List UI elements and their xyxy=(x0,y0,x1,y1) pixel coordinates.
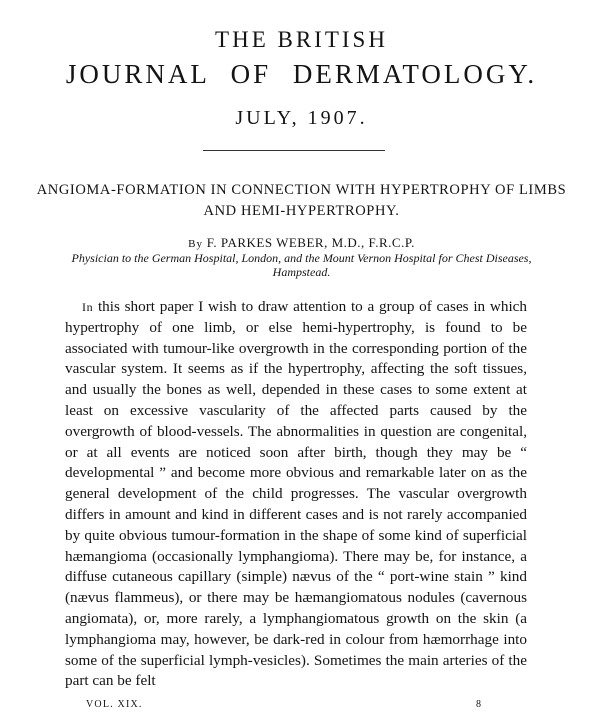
author-affiliation: Physician to the German Hospital, London, and the Mount Vernon Hospital for Chest Diseases, Hampstead. xyxy=(71,251,532,279)
body-paragraph xyxy=(65,297,527,692)
signature-mark: 8 xyxy=(476,699,481,710)
header-divider xyxy=(203,150,385,151)
journal-title-line2: JOURNAL OF DERMATOLOGY. xyxy=(65,59,538,89)
body-paragraph-text: this short paper I wish to draw attention to a group of cases in which hypertrophy of one limb, or else hemi-hypertrophy, is found to be associated with tumour-like overgrowth in the corresponding portion of the vascular system. It seems as if the hypertrophy, affecting the soft tissues, and usually the bones as well, depended in these cases to some extent at least on excessive vascularity of the affected parts caused by the overgrowth of blood-vessels. The abnormalities in question are congenital, or at all events are noticed soon after birth, though they may be “ developmental ” and become more obvious and remarkable later on as the general development of the child progresses. The vascular overgrowth differs in amount and kind in different cases and is not rarely accompanied by quite obvious tumour-formation in the shape of some kind of superficial hæmangioma (occasionally lymphangioma). There may be, for instance, a diffuse cutaneous capillary (simple) nævus of the “ port-wine stain ” kind (nævus flammeus), or there may be hæmangiomatous nodules (cavernous angiomata), or, more rarely, a lymphangiomatous growth on the skin (a lymphangioma may, however, be dark-red in colour from hæmorrhage into some of the superficial lymph-vesicles). Sometimes the main arteries of the part can be felt xyxy=(65,298,527,690)
article-body xyxy=(65,297,527,692)
byline-prefix: By xyxy=(188,238,203,250)
journal-title-line1: THE BRITISH xyxy=(215,27,388,52)
author-name: F. PARKES WEBER, M.D., F.R.C.P. xyxy=(206,235,415,250)
issue-date: JULY, 1907. xyxy=(235,107,368,129)
volume-number: VOL. XIX. xyxy=(86,699,143,710)
article-title: ANGIOMA-FORMATION IN CONNECTION WITH HYPERTROPHY OF LIMBS AND HEMI-HYPERTROPHY. xyxy=(36,182,567,219)
lead-word: In xyxy=(82,300,94,314)
